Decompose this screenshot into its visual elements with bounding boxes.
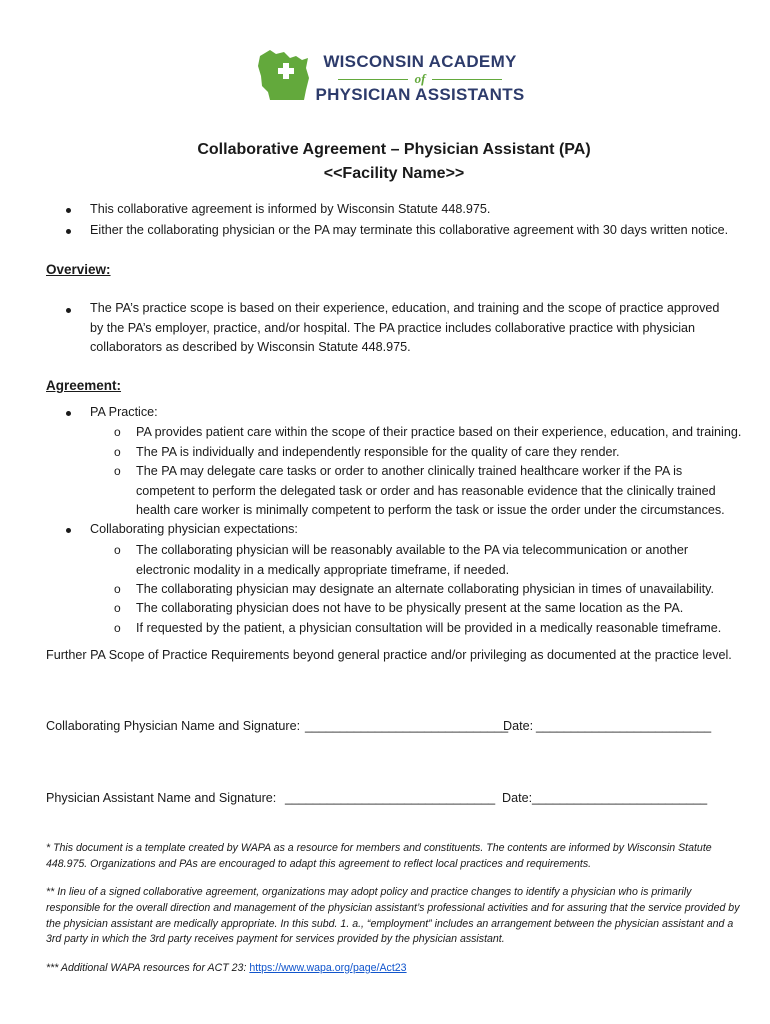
footnote-3 <box>46 961 746 977</box>
sub-bullet-o: o <box>114 445 121 459</box>
pa-signature-line[interactable]: ______________________________ <box>285 791 496 805</box>
physician-signature-line[interactable]: _____________________________ <box>305 719 509 733</box>
logo-line-1: WISCONSIN ACADEMY <box>323 52 517 71</box>
physician-item-3: The collaborating physician does not have to be physically present at the same location as the PA. <box>136 601 684 615</box>
physician-expectations-label: Collaborating physician expectations: <box>90 522 298 536</box>
sub-bullet-o: o <box>114 425 121 439</box>
title-facility-name: <<Facility Name>> <box>323 165 465 182</box>
bullet-dot <box>66 308 74 314</box>
act23-link[interactable]: https://www.wapa.org/page/Act23 <box>249 962 407 974</box>
pa-practice-label: PA Practice: <box>90 405 158 419</box>
pa-practice-item-1: PA provides patient care within the scope of their practice based on their experience, education, and training. <box>136 425 742 439</box>
bullet-dot <box>66 528 74 534</box>
sub-bullet-o: o <box>114 543 121 557</box>
footnote-3-text: *** Additional WAPA resources for ACT 23: <box>46 962 250 974</box>
physician-item-1: The collaborating physician will be reasonably available to the PA via telecommunication or another electronic modality in a medically appropriate timeframe, if needed. <box>136 543 689 577</box>
pa-date-line[interactable]: _________________________ <box>532 791 708 805</box>
overview-heading: Overview: <box>46 262 111 277</box>
bullet-dot <box>66 411 74 417</box>
wisconsin-state-icon <box>256 44 316 104</box>
wapa-logo <box>256 44 526 106</box>
pa-date-label: Date: <box>502 791 533 805</box>
bullet-dot <box>66 229 74 235</box>
sub-bullet-o: o <box>114 621 121 635</box>
logo-line-2: PHYSICIAN ASSISTANTS <box>315 85 525 104</box>
title-line-1: Collaborative Agreement – Physician Assistant (PA) <box>197 141 591 158</box>
overview-text: The PA’s practice scope is based on their experience, education, and training and the scope of practice approved by the PA’s employer, practice, and/or hospital. The PA practice includes collaborative practice with physician collaborators as described by Wisconsin Statute 448.975. <box>90 301 720 354</box>
document-title <box>0 138 770 186</box>
pa-signature-label: Physician Assistant Name and Signature: <box>46 791 277 805</box>
footnote-1: * This document is a template created by WAPA as a resource for members and constituents. The contents are informed by Wisconsin Statute 448.975. Organizations and PAs are encouraged to adapt this agreement to reflect local practices and requirements. <box>46 842 712 870</box>
pa-practice-item-2: The PA is individually and independently responsible for the quality of care they render. <box>136 445 620 459</box>
agreement-heading: Agreement: <box>46 378 122 393</box>
sub-bullet-o: o <box>114 601 121 615</box>
sub-bullet-o: o <box>114 464 121 478</box>
physician-item-4: If requested by the patient, a physician consultation will be provided in a medically reasonable timeframe. <box>136 621 722 635</box>
logo-of: of <box>314 72 526 85</box>
bullet-dot <box>66 208 74 214</box>
physician-item-2: The collaborating physician may designate an alternate collaborating physician in times of unavailability. <box>136 582 715 596</box>
physician-date-label: Date: <box>503 719 534 733</box>
further-requirements: Further PA Scope of Practice Requirements beyond general practice and/or privileging as documented at the practice level. <box>46 648 732 662</box>
pa-practice-item-3: The PA may delegate care tasks or order to another clinically trained healthcare worker if the PA is competent to perform the delegated task or order and has reasonable evidence that the clinically trained health care worker is minimally competent to perform the task or issue the order under the circumstances. <box>136 464 725 517</box>
sub-bullet-o: o <box>114 582 121 596</box>
physician-signature-label: Collaborating Physician Name and Signature: <box>46 719 301 733</box>
physician-date-line[interactable]: _________________________ <box>536 719 712 733</box>
intro-bullet-2: Either the collaborating physician or the PA may terminate this collaborative agreement with 30 days written notice. <box>90 223 729 237</box>
intro-bullet-1: This collaborative agreement is informed by Wisconsin Statute 448.975. <box>90 202 491 216</box>
footnote-2: ** In lieu of a signed collaborative agreement, organizations may adopt policy and practice changes to identify a physician who is primarily responsible for the overall direction and management of the physician assistant’s professional activities and for assuring that the service provided by the physician assistant are medically appropriate. In this subd. 1. a., “employment” includes an arrangement between the physician assistant and a 3rd party in which the 3rd party receives payment for services provided by the physician assistant. <box>46 886 740 946</box>
